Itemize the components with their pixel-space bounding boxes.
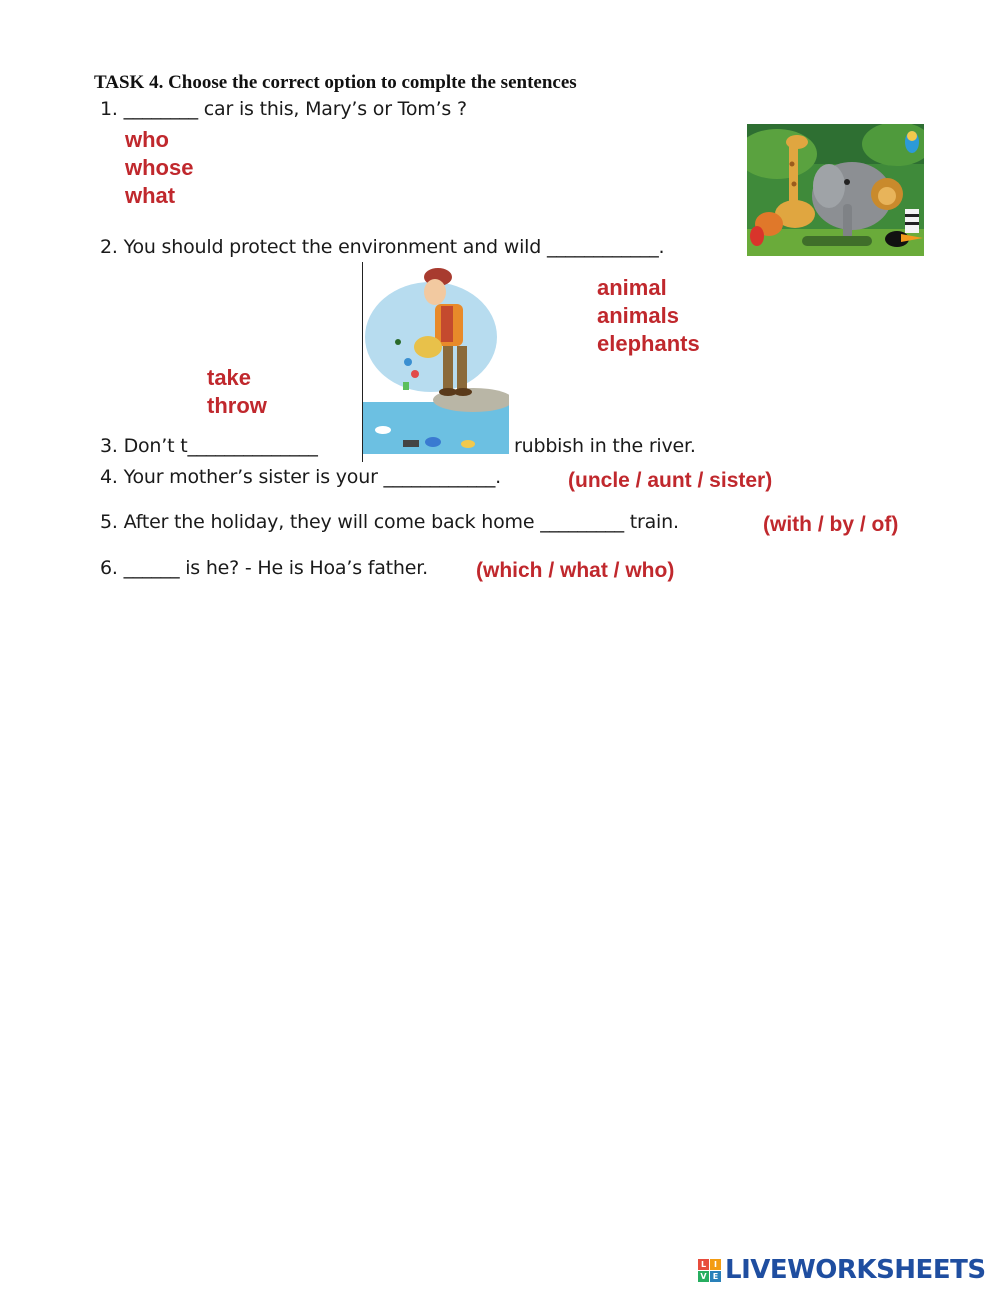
q1-option-whose[interactable]: whose — [125, 155, 194, 180]
question-3-start: 3. Don’t t______________ — [100, 435, 318, 457]
logo-text: LIVEWORKSHEETS — [725, 1255, 986, 1285]
q1-option-what[interactable]: what — [125, 183, 176, 208]
question-2: 2. You should protect the environment and wild ____________. — [100, 236, 665, 258]
question-6: 6. ______ is he? - He is Hoa’s father. — [100, 557, 428, 579]
littering-man-image — [363, 262, 509, 454]
task-title: TASK 4. Choose the correct option to complte the sentences — [94, 72, 577, 93]
logo-letter-i: I — [710, 1259, 721, 1270]
liveworksheets-logo — [698, 1255, 986, 1285]
jungle-animals-image — [747, 124, 924, 256]
question-5: 5. After the holiday, they will come back home _________ train. — [100, 511, 679, 533]
q3-option-take[interactable]: take — [207, 365, 252, 390]
q2-option-elephants[interactable]: elephants — [597, 331, 700, 356]
question-1: 1. ________ car is this, Mary’s or Tom’s ? — [100, 98, 467, 120]
q2-option-animals[interactable]: animals — [597, 303, 679, 328]
logo-letter-e: E — [710, 1271, 721, 1282]
q4-options[interactable]: (uncle / aunt / sister) — [568, 469, 773, 492]
logo-letter-l: L — [698, 1259, 709, 1270]
q6-options[interactable]: (which / what / who) — [476, 559, 675, 582]
logo-letter-v: V — [698, 1271, 709, 1282]
question-3-end: rubbish in the river. — [514, 435, 696, 457]
logo-squares-icon — [698, 1259, 721, 1282]
q1-option-who[interactable]: who — [125, 127, 169, 152]
q5-options[interactable]: (with / by / of) — [763, 513, 899, 536]
q2-option-animal[interactable]: animal — [597, 275, 667, 300]
q3-option-throw[interactable]: throw — [207, 393, 267, 418]
question-4: 4. Your mother’s sister is your ____________. — [100, 466, 501, 488]
